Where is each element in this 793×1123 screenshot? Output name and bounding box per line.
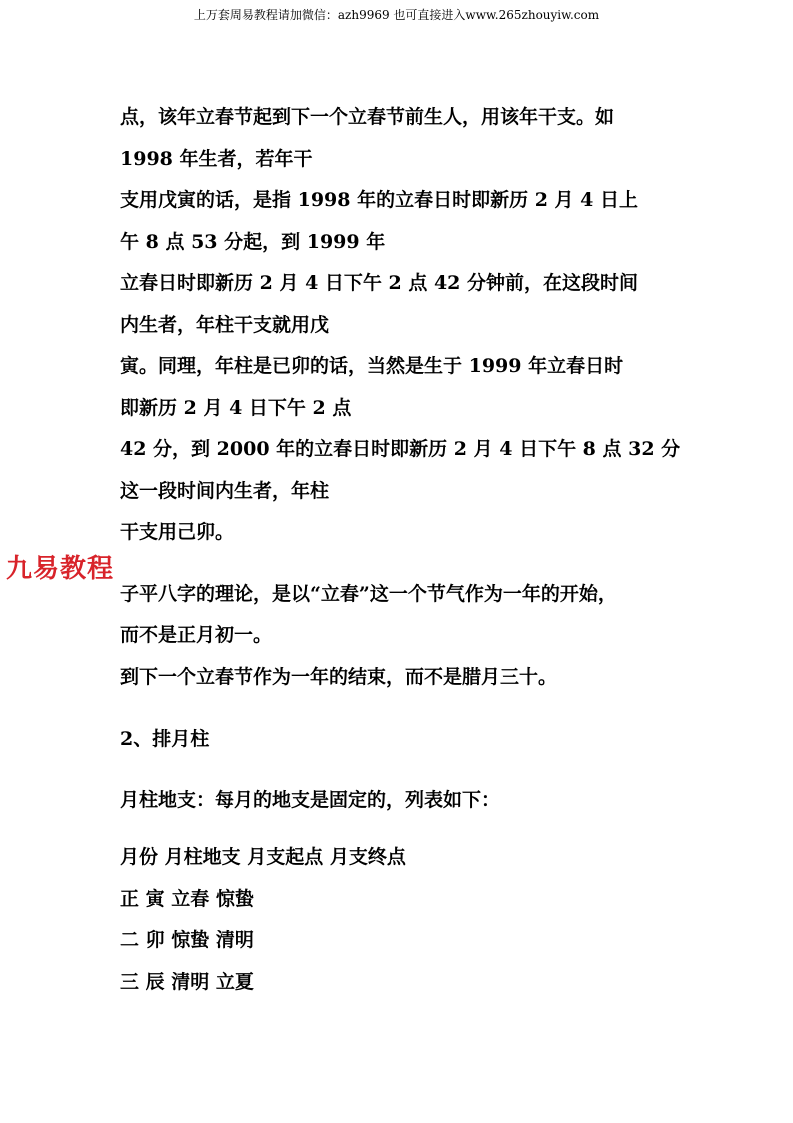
watermark-logo: 九易教程	[6, 554, 115, 584]
text-line: 到下一个立春节作为一年的结束，而不是腊月三十。	[120, 666, 558, 688]
text-line: 干支用己卯。	[120, 521, 235, 543]
text-line: 1998 年生者，若年干	[120, 148, 313, 170]
section-heading: 2、排月柱	[120, 728, 210, 750]
text-line: 立春日时即新历 2 月 4 日下午 2 点 42 分钟前，在这段时间	[120, 272, 639, 294]
text-line: 寅。同理，年柱是已卯的话，当然是生于 1999 年立春日时	[120, 355, 624, 377]
table-header-line: 月份 月柱地支 月支起点 月支终点	[120, 846, 406, 868]
text-line: 午 8 点 53 分起，到 1999 年	[120, 231, 386, 253]
text-line: 内生者，年柱干支就用戊	[120, 314, 330, 336]
table-row: 正 寅 立春 惊蛰	[120, 888, 254, 910]
text-line: 这一段时间内生者，年柱	[120, 480, 330, 502]
text-line: 42 分，到 2000 年的立春日时即新历 2 月 4 日下午 8 点 32 分	[120, 438, 681, 460]
text-line: 即新历 2 月 4 日下午 2 点	[120, 397, 352, 419]
text-line: 点，该年立春节起到下一个立春节前生人，用该年干支。如	[120, 106, 615, 128]
page-header: 上万套周易教程请加微信：azh9969 也可直接进入www.265zhouyiw.com	[193, 8, 600, 22]
text-line: 而不是正月初一。	[120, 624, 273, 646]
table-row: 二 卯 惊蛰 清明	[120, 929, 254, 951]
text-line: 支用戊寅的话，是指 1998 年的立春日时即新历 2 月 4 日上	[120, 189, 639, 211]
text-line: 月柱地支：每月的地支是固定的，列表如下：	[120, 789, 501, 811]
table-row: 三 辰 清明 立夏	[120, 971, 254, 993]
text-line: 子平八字的理论，是以“立春”这一个节气作为一年的开始，	[120, 583, 617, 605]
